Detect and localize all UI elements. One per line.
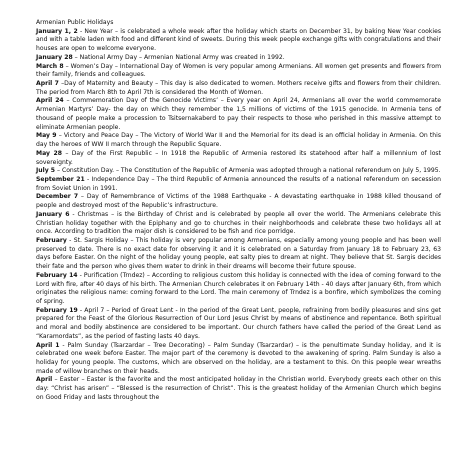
holiday-date: December 7: [36, 193, 79, 201]
holiday-date: January 6: [36, 210, 70, 218]
holiday-description: – Day of the First Republic – In 1918 the Republic of Armenia restored its statehood after half a millennium of lost sovereignty.: [36, 149, 441, 166]
holiday-entry: [36, 376, 441, 402]
holiday-date: April: [36, 376, 53, 384]
holiday-description: - New Year – is celebrated a whole week after the holiday which starts on December 31, by baking New Year cookies and with a table laden with food and different kind of sweets. During this week people exchange gifts with congratulations and their houses are open to welcome everyone.: [36, 27, 441, 53]
holiday-entry: [36, 307, 441, 342]
holiday-entry: [36, 132, 441, 149]
holiday-date: May 9: [36, 132, 57, 140]
holiday-description: – Women’s Day – International Day of Women is very popular among Armenians. All women get presents and flowers from their family, friends and colleagues.: [36, 62, 442, 79]
holiday-date: April 7: [36, 80, 59, 88]
holiday-entry: [36, 342, 441, 377]
holiday-date: May 28: [36, 149, 62, 157]
holiday-description: – Easter – Easter is the favorite and the most anticipated holiday in the Christian world. Everybody greets each other on this day: “Christ has arisen” – “Blessed is the resurrection of Christ”. This is the greatest holiday of the Armenian Church which begins on Good Friday and lasts throughout the: [36, 376, 441, 401]
holiday-description: – Constitution Day. – The Constitution of the Republic of Armenia was adopted through a national referendum on July 5, 1995.: [55, 167, 441, 175]
holiday-entry: [36, 80, 441, 97]
holiday-entry: [36, 167, 441, 176]
holiday-entry: [36, 193, 441, 210]
holiday-date: January 28: [36, 53, 73, 61]
holiday-description: - Palm Sunday (Tsarzardar – Tree Decorating) – Palm Sunday (Tsarzardar) – is the penultimate Sunday holiday, and it is celebrated one week before Easter. The major part of the ceremony is devoted to the awakening of spring. Palm Sunday is also a holiday for young people. The customs, which are observed on the holiday, are a testament to this. On this people wear wreaths made of willow branches on their heads.: [36, 341, 442, 375]
holiday-description: - Christmas – is the Birthday of Christ and is celebrated by people all over the world. The Armenians celebrate this Christian holiday together with the Epiphany and go to churches in their neighborhoods and celebrate these two holidays all at once. According to tradition the major dish is considered to be fish and rice porridge.: [36, 210, 441, 236]
holiday-entry: [36, 211, 441, 237]
holiday-entry: [36, 176, 441, 193]
holiday-date: February 19: [36, 306, 78, 314]
holiday-date: April 1: [36, 341, 60, 349]
holiday-entry: [36, 97, 441, 132]
holiday-date: September 21: [36, 175, 85, 183]
holiday-date: January 1, 2: [36, 27, 78, 35]
holiday-description: - Independence Day – The third Republic of Armenia announced the results of a national referendum on secession from Soviet Union in 1991.: [36, 175, 441, 192]
holiday-entry: [36, 63, 441, 80]
holiday-date: February: [36, 236, 67, 244]
holiday-date: February 14: [36, 271, 78, 279]
holiday-entry: [36, 237, 441, 272]
holiday-date: April 24: [36, 97, 64, 105]
holiday-description: - St. Sargis Holiday – This holiday is very popular among Armenians, especially among young people and has been well preserved to date. There is no exact date for observing it and it is celebrated on a Saturday from January 18 to February 23, 63 days before Easter. On the night of the holiday young people, eat salty pies to dream at night. They believe that St. Sargis decides their fate and the person who gives them water to drink in their dreams will become their future spouse.: [36, 236, 441, 271]
holiday-description: - Purification (Trndez) – According to religious custom this holiday is connected with the idea of coming forward to the Lord with fire, after 40 days of his birth. The Armenian Church celebrates it on February 14th - 40 days after January 6th, from which originates the religious name: coming forward to the Lord. The main ceremony of Trndez is a bonfire, which symbolizes the coming of spring.: [36, 271, 441, 305]
holiday-description: –Day of Maternity and Beauty – This day is also dedicated to women. Mothers receive gifts and flowers from their children. The period from March 8th to April 7th is considered the Month of Women.: [36, 80, 441, 96]
holiday-entry: [36, 272, 441, 307]
holiday-description: – Commemoration Day of the Genocide Victims’ – Every year on April 24, Armenians all over the world commemorate Armenian Martyrs’ Day- the day on which they remember the 1,5 millions of victims of the 1915 genocide. In Armenia tens of thousand of people make a procession to Tsitsernakaberd to pay their respects to those who perished in this massive attempt to eliminate Armenian people.: [36, 97, 441, 131]
holiday-date: July 5: [36, 167, 56, 175]
holiday-date: March 8: [36, 62, 64, 70]
holiday-description: – Victory and Peace Day – The Victory of World War II and the Memorial for its dead is an official holiday in Armenia. On this day the heroes of WW II march through the Republic Square.: [36, 132, 441, 149]
holiday-entry: [36, 150, 441, 167]
holiday-entry: [36, 54, 441, 63]
holiday-list: [36, 28, 441, 403]
document-title: Armenian Public Holidays: [36, 19, 114, 26]
holiday-entry: [36, 28, 441, 54]
holiday-description: - April 7 – Period of Great Lent - In the period of the Great Lent, people, refraining from bodily pleasures and sins get prepared for the Feast of the Glorious Resurrection of Our Lord Jesus Christ by means of abstinence and repentance. Both spiritual and moral and bodily abstinence are considered to be important. Our church fathers have called the period of the Great Lend as “Karamordats”, as the period of fasting lasts 40 days.: [36, 306, 441, 340]
holiday-description: – National Army Day – Armenian National Army was created in 1992.: [72, 53, 285, 61]
holiday-description: – Day of Remembrance of Victims of the 1988 Earthquake - A devastating earthquake in 1988 killed thousand of people and destroyed most of the Republic’s infrastructure.: [36, 193, 441, 210]
